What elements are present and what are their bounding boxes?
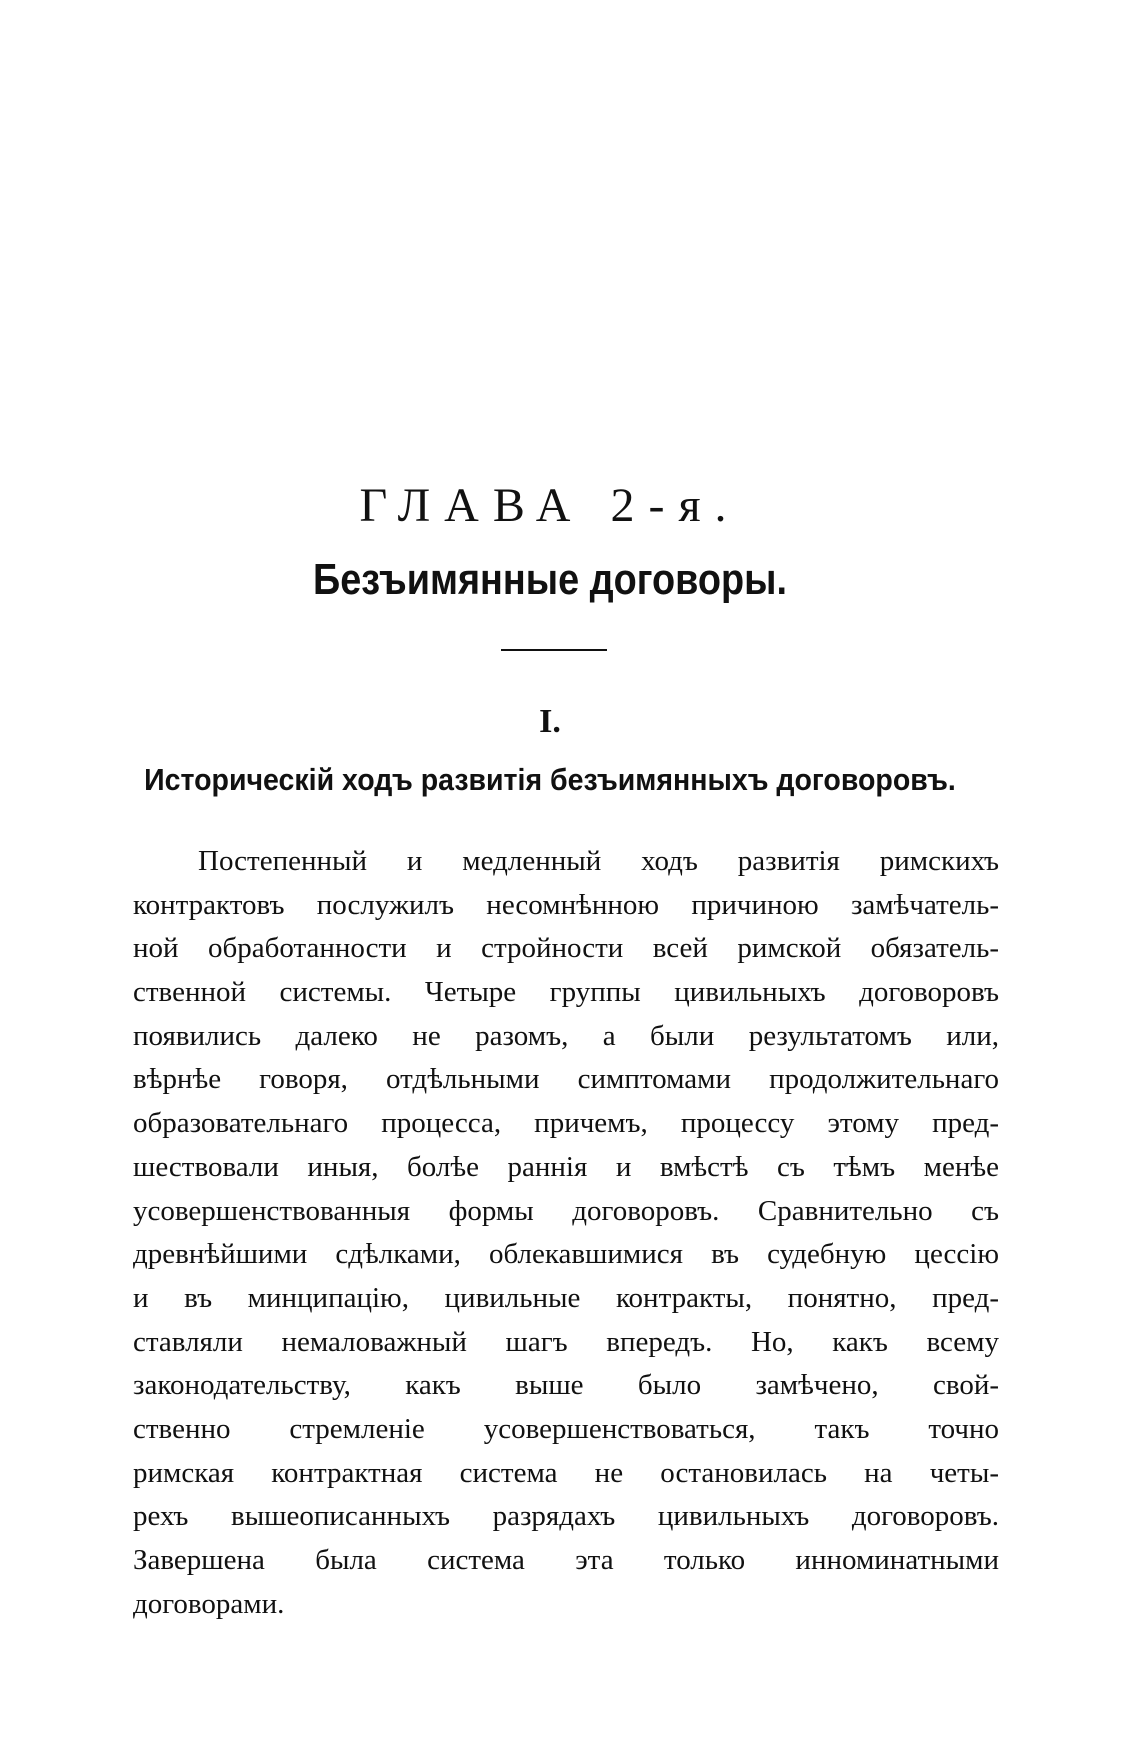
body-line: Завершена была система эта только инноминатными — [133, 1544, 999, 1576]
section-title: Историческій ходъ развитія безъимянныхъ договоровъ. — [144, 762, 956, 797]
body-paragraph — [133, 840, 999, 1626]
body-line: контрактовъ послужилъ несомнѣнною причиною замѣчатель- — [133, 888, 999, 921]
body-line: договорами. — [133, 1587, 285, 1620]
body-line: образовательнаго процесса, причемъ, процессу этому пред- — [133, 1107, 999, 1140]
divider-rule — [501, 649, 607, 651]
body-line: шествовали иныя, болѣе раннія и вмѣстѣ съ тѣмъ менѣе — [133, 1150, 999, 1183]
body-line: ственно стремленіе усовершенствоваться, такъ точно — [133, 1412, 999, 1445]
body-line: Постепенный и медленный ходъ развитія римскихъ — [198, 845, 999, 877]
body-line: и въ минципацію, цивильные контракты, понятно, пред- — [133, 1281, 999, 1314]
body-line: усовершенствованныя формы договоровъ. Сравнительно съ — [133, 1194, 999, 1227]
chapter-heading: ГЛАВА 2-я. — [359, 479, 741, 532]
body-line: древнѣйшими сдѣлками, облекавшимися въ судебную цессію — [133, 1238, 999, 1271]
chapter-title: Безъимянные договоры. — [313, 555, 787, 604]
body-line: римская контрактная система не остановилась на четы- — [133, 1456, 999, 1489]
body-line: ной обработанности и стройности всей римской обязатель- — [133, 932, 999, 965]
body-line: появились далеко не разомъ, а были результатомъ или, — [133, 1019, 999, 1052]
body-line: рехъ вышеописанныхъ разрядахъ цивильныхъ договоровъ. — [133, 1500, 999, 1533]
section-number: I. — [539, 703, 561, 740]
body-line: ственной системы. Четыре группы цивильныхъ договоровъ — [133, 976, 999, 1009]
body-line: ставляли немаловажный шагъ впередъ. Но, какъ всему — [133, 1325, 999, 1358]
body-line: законодательству, какъ выше было замѣчено, свой- — [133, 1369, 999, 1402]
body-line: вѣрнѣе говоря, отдѣльными симптомами продолжительнаго — [133, 1063, 999, 1096]
